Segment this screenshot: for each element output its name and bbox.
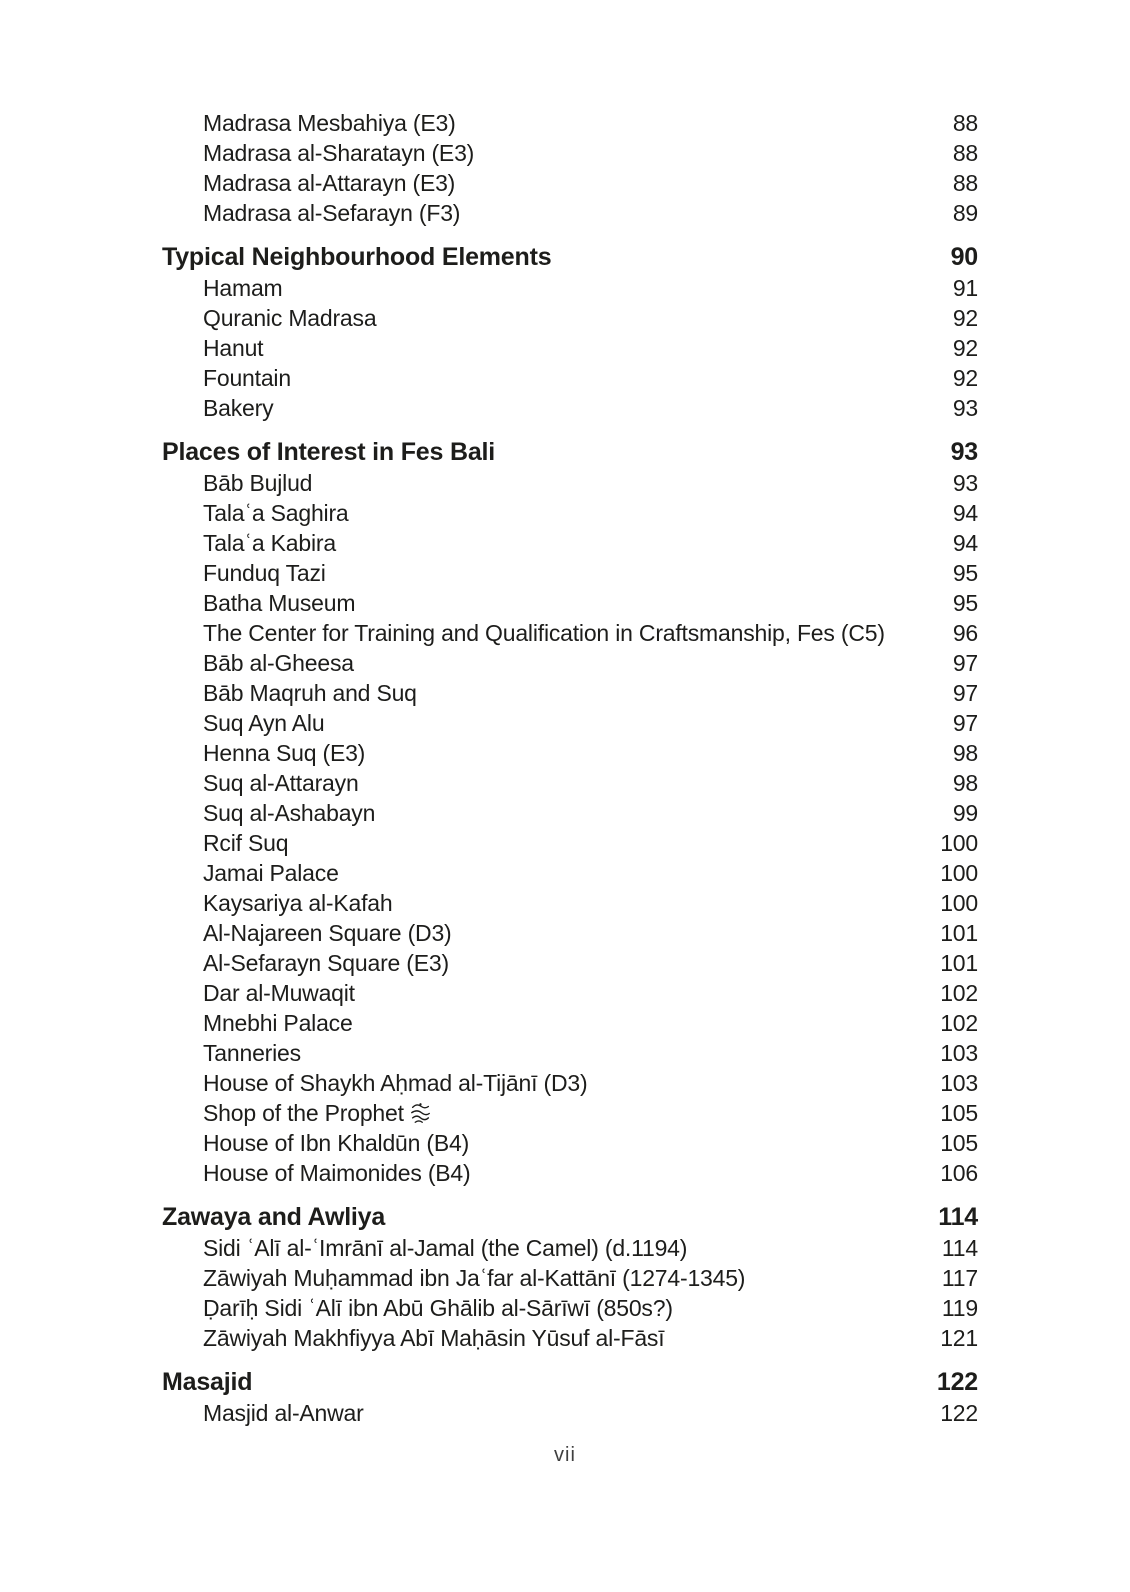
toc-section-header-row: [162, 241, 978, 273]
toc-section-page: 93: [950, 438, 978, 466]
toc-entry-row: [162, 1293, 978, 1323]
toc-section-header-row: [162, 1201, 978, 1233]
toc-entry-row: [162, 888, 978, 918]
toc-entry-label: Zāwiyah Makhfiyya Abī Maḥāsin Yūsuf al-Fāsī: [203, 1325, 665, 1351]
toc-entry-row: [162, 1398, 978, 1428]
toc-entry-page: 121: [940, 1325, 978, 1351]
toc-entry-label: Suq Ayn Alu: [203, 710, 325, 736]
toc-entry-row: [162, 138, 978, 168]
toc-entry-page: 92: [952, 365, 978, 391]
toc-entry-row: [162, 1263, 978, 1293]
toc-entry-row: [162, 828, 978, 858]
toc-entry-label: Al-Sefarayn Square (E3): [203, 950, 449, 976]
toc-entry-row: [162, 498, 978, 528]
toc-entry-page: 122: [940, 1400, 978, 1426]
toc-section-page: 114: [938, 1203, 978, 1231]
toc-entry-label: Mnebhi Palace: [203, 1010, 353, 1036]
toc-entry-label: Hamam: [203, 275, 283, 301]
toc-entry-page: 88: [952, 170, 978, 196]
toc-entry-row: [162, 858, 978, 888]
toc-entry-page: 100: [940, 830, 978, 856]
toc-entry-label: Tanneries: [203, 1040, 301, 1066]
toc-entry-label: Suq al-Attarayn: [203, 770, 359, 796]
toc-entry-page: 95: [952, 560, 978, 586]
toc-entry-row: [162, 948, 978, 978]
toc-entry-row: [162, 648, 978, 678]
toc-entry-label: Madrasa al-Attarayn (E3): [203, 170, 456, 196]
toc-entry-row: [162, 198, 978, 228]
toc-section-title: Places of Interest in Fes Bali: [162, 438, 496, 466]
toc-entry-page: 97: [952, 710, 978, 736]
toc-entry-page: 106: [940, 1160, 978, 1186]
toc-entry-row: [162, 978, 978, 1008]
toc-entry-page: 119: [941, 1295, 978, 1321]
toc-entry-row: [162, 918, 978, 948]
toc-entry-row: [162, 1158, 978, 1188]
toc-entry-page: 103: [940, 1070, 978, 1096]
toc-entry-label: Al-Najareen Square (D3): [203, 920, 452, 946]
toc-entry-row: [162, 588, 978, 618]
toc-entry-page: 97: [952, 650, 978, 676]
toc-entry-page: 101: [940, 950, 978, 976]
toc-entry-label: Zāwiyah Muḥammad ibn Jaʿfar al-Kattānī (1274-1345): [203, 1265, 746, 1291]
toc-section-header-row: [162, 1366, 978, 1398]
toc-entry-label: Bāb al-Gheesa: [203, 650, 354, 676]
toc-entry-page: 93: [952, 470, 978, 496]
toc-entry-row: [162, 798, 978, 828]
toc-entry-label: Quranic Madrasa: [203, 305, 377, 331]
toc-entry-page: 95: [952, 590, 978, 616]
toc-entry-label: Funduq Tazi: [203, 560, 326, 586]
toc-entry-label: Talaʿa Saghira: [203, 500, 349, 526]
toc-entry-label: Bāb Maqruh and Suq: [203, 680, 417, 706]
toc-entry-page: 103: [940, 1040, 978, 1066]
toc-entry-row: [162, 303, 978, 333]
toc-entry-page: 117: [941, 1265, 978, 1291]
toc-entry-page: 92: [952, 305, 978, 331]
toc-entry-label: Kaysariya al-Kafah: [203, 890, 393, 916]
toc-section-page: 90: [950, 243, 978, 271]
toc-entry-row: [162, 1323, 978, 1353]
toc-entry-page: 94: [952, 530, 978, 556]
toc-entry-row: [162, 678, 978, 708]
toc-section-header-row: [162, 436, 978, 468]
toc-entry-label: House of Shaykh Aḥmad al-Tijānī (D3): [203, 1070, 588, 1096]
toc-entry-page: 105: [940, 1130, 978, 1156]
toc-entry-label: House of Ibn Khaldūn (B4): [203, 1130, 470, 1156]
toc-entry-row: [162, 1068, 978, 1098]
toc-entry-page: 88: [952, 110, 978, 136]
toc-entry-row: [162, 1128, 978, 1158]
toc-entry-page: 100: [940, 890, 978, 916]
toc-entry-row: [162, 273, 978, 303]
toc-entry-page: 98: [952, 740, 978, 766]
toc-section-title: Zawaya and Awliya: [162, 1203, 386, 1231]
toc-entry-page: 91: [952, 275, 978, 301]
toc-entry-row: [162, 363, 978, 393]
toc-entry-row: [162, 108, 978, 138]
toc-entry-label: Batha Museum: [203, 590, 356, 616]
toc-entry-label: Madrasa Mesbahiya (E3): [203, 110, 456, 136]
toc-entry-page: 100: [940, 860, 978, 886]
toc-entry-page: 97: [952, 680, 978, 706]
toc-entry-page: 89: [952, 200, 978, 226]
toc-entry-row: [162, 768, 978, 798]
toc-entry-label: Bāb Bujlud: [203, 470, 313, 496]
toc-entry-label: Bakery: [203, 395, 274, 421]
toc-section-title: Typical Neighbourhood Elements: [162, 243, 552, 271]
toc-entry-label: The Center for Training and Qualification in Craftsmanship, Fes (C5): [203, 620, 885, 646]
toc-section-page: 122: [936, 1368, 978, 1396]
toc-entry-page: 102: [940, 1010, 978, 1036]
toc-entry-page: 93: [952, 395, 978, 421]
toc-entry-label: Madrasa al-Sharatayn (E3): [203, 140, 475, 166]
toc-section-title: Masajid: [162, 1368, 253, 1396]
toc-entry-row: [162, 558, 978, 588]
toc-entry-label: Henna Suq (E3): [203, 740, 366, 766]
toc-entry-label: Dar al-Muwaqit: [203, 980, 355, 1006]
toc-entry-row: [162, 528, 978, 558]
toc-entry-label: Hanut: [203, 335, 264, 361]
toc-entry-row: [162, 1098, 978, 1128]
toc-entry-page: 102: [940, 980, 978, 1006]
toc-entry-page: 88: [952, 140, 978, 166]
toc-entry-row: [162, 333, 978, 363]
toc-entry-label: Sidi ʿAlī al-ʿImrānī al-Jamal (the Camel) (d.1194): [203, 1235, 688, 1261]
toc-entry-row: [162, 393, 978, 423]
toc-entry-label: House of Maimonides (B4): [203, 1160, 471, 1186]
toc-entry-label: Suq al-Ashabayn: [203, 800, 376, 826]
toc-entry-page: 114: [941, 1235, 978, 1261]
toc-entry-row: [162, 708, 978, 738]
toc-entry-page: 94: [952, 500, 978, 526]
toc-entry-row: [162, 1038, 978, 1068]
toc-entry-row: [162, 618, 978, 648]
toc-entry-row: [162, 1008, 978, 1038]
toc-entry-page: 98: [952, 770, 978, 796]
toc-entry-row: [162, 1233, 978, 1263]
toc-entry-row: [162, 168, 978, 198]
toc-entry-label: Ḍarīḥ Sidi ʿAlī ibn Abū Ghālib al-Sārīwī (850s?): [203, 1295, 673, 1321]
toc-entry-page: 96: [952, 620, 978, 646]
toc-entry-label: Shop of the Prophet: [203, 1098, 431, 1132]
toc-list: [162, 108, 978, 1428]
toc-entry-label: Rcif Suq: [203, 830, 289, 856]
toc-entry-label: Talaʿa Kabira: [203, 530, 336, 556]
toc-entry-page: 99: [952, 800, 978, 826]
toc-entry-page: 92: [952, 335, 978, 361]
footer-page-number: vii: [554, 1444, 576, 1466]
toc-entry-label: Masjid al-Anwar: [203, 1400, 364, 1426]
toc-entry-label: Madrasa al-Sefarayn (F3): [203, 200, 461, 226]
toc-entry-page: 101: [940, 920, 978, 946]
toc-entry-label: Fountain: [203, 365, 291, 391]
toc-entry-label: Jamai Palace: [203, 860, 339, 886]
toc-entry-row: [162, 468, 978, 498]
toc-entry-page: 105: [940, 1100, 978, 1126]
toc-entry-row: [162, 738, 978, 768]
